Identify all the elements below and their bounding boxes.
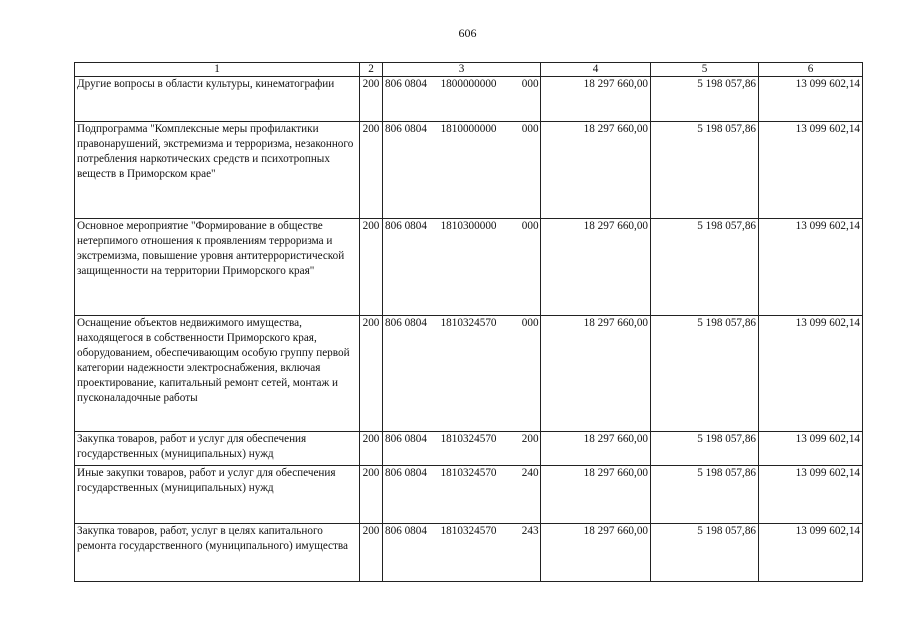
- row-col2: 200: [360, 432, 383, 466]
- row-name: Другие вопросы в области культуры, кинематографии: [75, 77, 360, 122]
- section-code: 0804: [404, 220, 427, 232]
- table-row: [75, 524, 863, 582]
- header-col-4: 4: [541, 63, 651, 77]
- expense-type-code: 240: [521, 467, 539, 479]
- target-code: 1810000000: [440, 123, 497, 135]
- row-name: Закупка товаров, работ, услуг в целях капитального ремонта государственного (муниципального) имущества: [75, 524, 360, 582]
- header-col-2: 2: [360, 63, 383, 77]
- table-row: [75, 466, 863, 524]
- page-number: 606: [458, 26, 477, 40]
- ministry-code: 806: [385, 525, 402, 537]
- row-col6: 13 099 602,14: [759, 524, 863, 582]
- budget-table: [74, 62, 863, 582]
- target-code: 1810324570: [440, 525, 497, 537]
- row-col6: 13 099 602,14: [759, 316, 863, 432]
- section-code: 0804: [404, 78, 427, 90]
- row-code: [383, 466, 541, 524]
- row-name: Основное мероприятие "Формирование в обществе нетерпимого отношения к проявлениям терроризма и экстремизма, повышение уровня антитеррористической защищенности на территории Приморского края": [75, 219, 360, 316]
- row-col5: 5 198 057,86: [651, 122, 759, 219]
- row-col6: 13 099 602,14: [759, 122, 863, 219]
- header-col-5: 5: [651, 63, 759, 77]
- expense-type-code: 000: [521, 78, 539, 90]
- row-col2: 200: [360, 524, 383, 582]
- target-code: 1810324570: [440, 467, 497, 479]
- row-name: Закупка товаров, работ и услуг для обеспечения государственных (муниципальных) нужд: [75, 432, 360, 466]
- row-col5: 5 198 057,86: [651, 466, 759, 524]
- target-code: 1810324570: [440, 317, 497, 329]
- ministry-code: 806: [385, 433, 402, 445]
- row-code: [383, 77, 541, 122]
- row-col4: 18 297 660,00: [541, 466, 651, 524]
- row-col2: 200: [360, 316, 383, 432]
- target-code: 1800000000: [440, 78, 497, 90]
- ministry-code: 806: [385, 220, 402, 232]
- row-col4: 18 297 660,00: [541, 122, 651, 219]
- table-row: [75, 316, 863, 432]
- row-name: Оснащение объектов недвижимого имущества, находящегося в собственности Приморского края, оборудованием, обеспечивающим особую группу первой категории надежности электроснабжения, включая проектирование, капитальный ремонт сетей, монтаж и пусконаладочные работы: [75, 316, 360, 432]
- row-col6: 13 099 602,14: [759, 466, 863, 524]
- row-col4: 18 297 660,00: [541, 432, 651, 466]
- row-code: [383, 432, 541, 466]
- header-col-3: 3: [383, 63, 541, 77]
- row-col2: 200: [360, 77, 383, 122]
- row-code: [383, 524, 541, 582]
- header-col-6: 6: [759, 63, 863, 77]
- table-row: [75, 219, 863, 316]
- section-code: 0804: [404, 433, 427, 445]
- row-col5: 5 198 057,86: [651, 524, 759, 582]
- row-col4: 18 297 660,00: [541, 316, 651, 432]
- section-code: 0804: [404, 525, 427, 537]
- row-code: [383, 122, 541, 219]
- row-col2: 200: [360, 219, 383, 316]
- expense-type-code: 000: [521, 123, 539, 135]
- row-name: Иные закупки товаров, работ и услуг для обеспечения государственных (муниципальных) нужд: [75, 466, 360, 524]
- expense-type-code: 000: [521, 220, 539, 232]
- ministry-code: 806: [385, 467, 402, 479]
- table-row: [75, 122, 863, 219]
- row-col4: 18 297 660,00: [541, 524, 651, 582]
- row-col4: 18 297 660,00: [541, 77, 651, 122]
- section-code: 0804: [404, 317, 427, 329]
- ministry-code: 806: [385, 317, 402, 329]
- row-code: [383, 316, 541, 432]
- section-code: 0804: [404, 467, 427, 479]
- table-row: [75, 77, 863, 122]
- row-col5: 5 198 057,86: [651, 219, 759, 316]
- row-name: Подпрограмма "Комплексные меры профилактики правонарушений, экстремизма и терроризма, незаконного потребления наркотических средств и психотропных веществ в Приморском крае": [75, 122, 360, 219]
- row-col6: 13 099 602,14: [759, 432, 863, 466]
- section-code: 0804: [404, 123, 427, 135]
- expense-type-code: 000: [521, 317, 539, 329]
- header-col-1: 1: [75, 63, 360, 77]
- row-col5: 5 198 057,86: [651, 316, 759, 432]
- expense-type-code: 200: [521, 433, 539, 445]
- row-col6: 13 099 602,14: [759, 219, 863, 316]
- row-col5: 5 198 057,86: [651, 432, 759, 466]
- ministry-code: 806: [385, 78, 402, 90]
- target-code: 1810324570: [440, 433, 497, 445]
- row-code: [383, 219, 541, 316]
- row-col4: 18 297 660,00: [541, 219, 651, 316]
- table-row: [75, 432, 863, 466]
- expense-type-code: 243: [521, 525, 539, 537]
- table-header-row: [75, 63, 863, 77]
- row-col6: 13 099 602,14: [759, 77, 863, 122]
- ministry-code: 806: [385, 123, 402, 135]
- target-code: 1810300000: [440, 220, 497, 232]
- row-col5: 5 198 057,86: [651, 77, 759, 122]
- row-col2: 200: [360, 122, 383, 219]
- row-col2: 200: [360, 466, 383, 524]
